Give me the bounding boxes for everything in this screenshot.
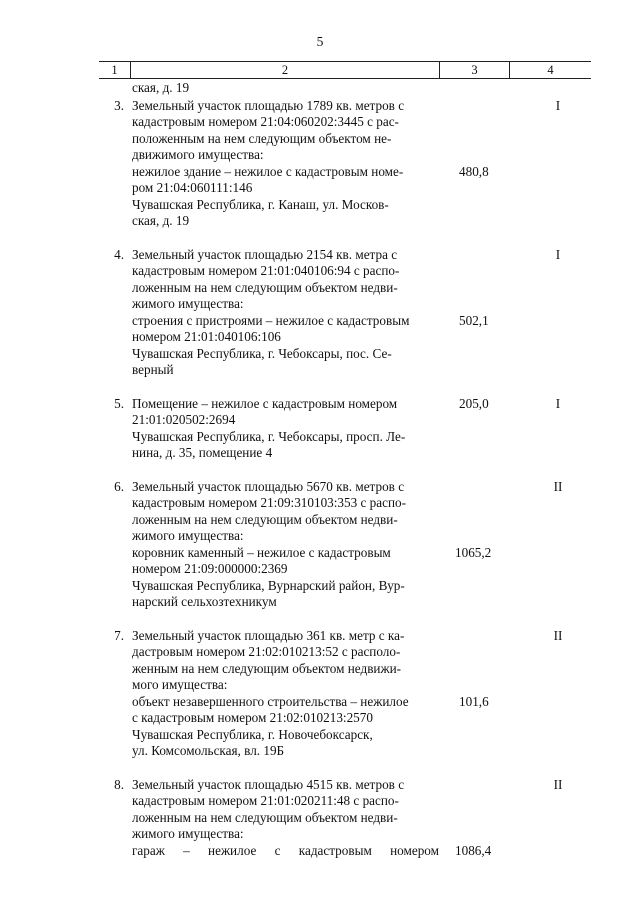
entry-description [130, 396, 439, 462]
entry-line: ская, д. 19 [132, 213, 190, 228]
entry-group: I [555, 97, 561, 113]
entry-description [130, 777, 439, 860]
entry-description [130, 479, 439, 611]
entry-number: 3. [114, 97, 124, 113]
entry-line: женным на нем следующим объектом недвижи- [132, 660, 402, 676]
entry-area: 205,0 [459, 395, 489, 411]
entry-line: Земельный участок площадью 5670 кв. метров с [132, 478, 405, 494]
entry-line: Земельный участок площадью 361 кв. метр с ка- [132, 627, 405, 643]
entry-line: верный [132, 362, 174, 377]
page-number: 5 [316, 34, 324, 49]
entry-line: объект незавершенного строительства – нежилое [132, 693, 409, 709]
table-row [99, 628, 591, 760]
entry-line: Чувашская Республика, г. Новочебоксарск, [132, 726, 373, 742]
entry-group: II [553, 776, 563, 792]
entry-area: 1065,2 [455, 544, 492, 560]
entry-group: II [553, 478, 563, 494]
entry-number: 4. [114, 246, 124, 262]
entry-line: положенным на нем следующим объектом не- [132, 130, 392, 146]
entry-line: мого имущества: [132, 677, 228, 692]
entry-line: ложенным на нем следующим объектом недви- [132, 809, 398, 825]
entry-line: кадастровым номером 21:09:310103:353 с распо- [132, 495, 406, 510]
entry-line: номером 21:01:040106:106 [132, 329, 281, 344]
table-row [99, 479, 591, 611]
entry-line: номером 21:09:000000:2369 [132, 561, 288, 576]
entry-line: нарский сельхозтехникум [132, 594, 277, 609]
table-row [99, 396, 591, 462]
column-header-3: 3 [439, 62, 509, 78]
continuation-row [99, 80, 591, 97]
entry-line: ром 21:04:060111:146 [132, 180, 253, 195]
property-table [99, 61, 591, 876]
table-row [99, 98, 591, 230]
entry-line: дастровым номером 21:02:010213:52 с располо- [132, 644, 401, 659]
entry-line: ложенным на нем следующим объектом недви- [132, 279, 398, 295]
entry-line: кадастровым номером 21:04:060202:3445 с рас- [132, 114, 399, 129]
entry-line: коровник каменный – нежилое с кадастровым [132, 544, 391, 560]
table-row [99, 247, 591, 379]
entry-line: ложенным на нем следующим объектом недви- [132, 511, 398, 527]
entry-line: Чувашская Республика, г. Канаш, ул. Москов- [132, 196, 389, 212]
entry-line: Помещение – нежилое с кадастровым номером [132, 395, 398, 411]
entry-line: нежилое здание – нежилое с кадастровым номе- [132, 163, 404, 179]
entry-number: 5. [114, 395, 124, 411]
entry-line: Земельный участок площадью 2154 кв. метра с [132, 246, 398, 262]
table-header-row [99, 61, 591, 79]
entry-line: кадастровым номером 21:01:020211:48 с распо- [132, 793, 399, 808]
column-header-2: 2 [130, 62, 439, 78]
entry-line: жимого имущества: [132, 296, 244, 311]
column-header-4: 4 [509, 62, 591, 78]
entry-description [130, 98, 439, 230]
entry-group: II [553, 627, 563, 643]
entry-area: 502,1 [459, 312, 489, 328]
entry-line: движимого имущества: [132, 147, 264, 162]
entry-group: I [555, 395, 561, 411]
entry-line: ул. Комсомольская, вл. 19Б [132, 743, 285, 758]
column-header-1: 1 [111, 63, 118, 77]
entry-line: строения с пристроями – нежилое с кадастровым [132, 312, 410, 328]
entry-line: Земельный участок площадью 4515 кв. метров с [132, 776, 405, 792]
entry-number: 6. [114, 478, 124, 494]
entry-number: 7. [114, 627, 124, 643]
entry-area: 101,6 [459, 693, 489, 709]
entry-area: 1086,4 [455, 842, 492, 858]
entry-line: Чувашская Республика, Вурнарский район, Вур- [132, 577, 405, 593]
entry-line: Чувашская Республика, г. Чебоксары, просп. Ле- [132, 428, 406, 444]
entry-line: Земельный участок площадью 1789 кв. метров с [132, 97, 405, 113]
entry-line: нина, д. 35, помещение 4 [132, 445, 273, 460]
entry-description [130, 247, 439, 379]
entry-number: 8. [114, 776, 124, 792]
entry-line: кадастровым номером 21:01:040106:94 с распо- [132, 263, 400, 278]
continuation-text: ская, д. 19 [132, 80, 190, 95]
table-row [99, 777, 591, 860]
entry-line: гараж – нежилое с кадастровым номером [132, 842, 439, 858]
entry-line: с кадастровым номером 21:02:010213:2570 [132, 710, 373, 725]
entry-line: жимого имущества: [132, 826, 244, 841]
entry-line: жимого имущества: [132, 528, 244, 543]
entry-description [130, 628, 439, 760]
entry-line: Чувашская Республика, г. Чебоксары, пос. Се- [132, 345, 392, 361]
entry-area: 480,8 [459, 163, 489, 179]
entry-group: I [555, 246, 561, 262]
entry-line: 21:01:020502:2694 [132, 412, 236, 427]
